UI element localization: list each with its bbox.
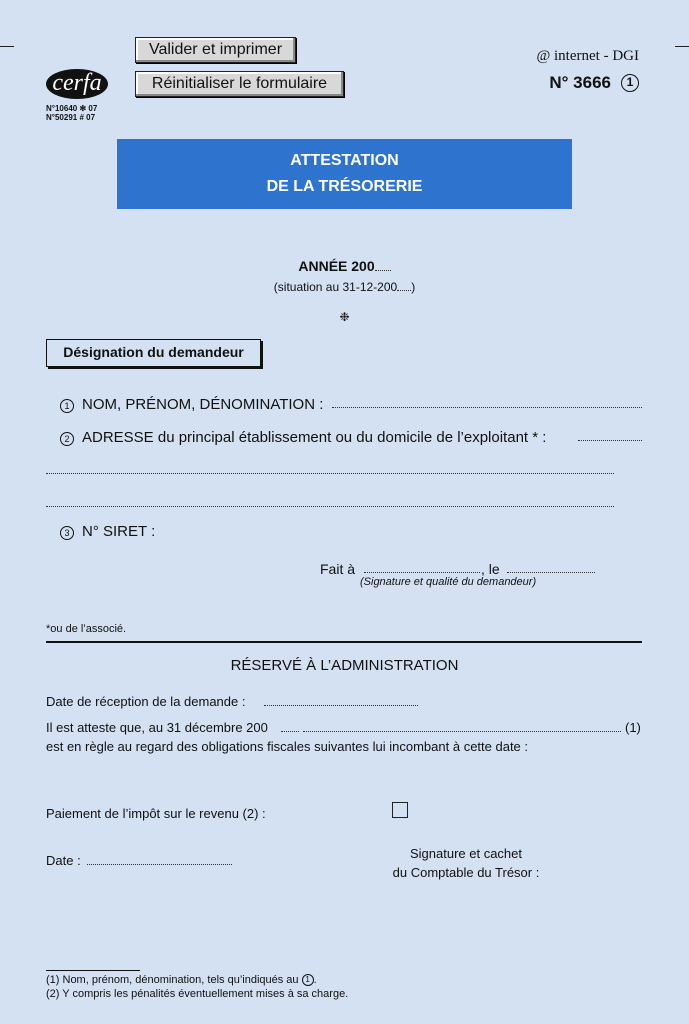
banner-line-1: ATTESTATION [290, 152, 399, 169]
year-label: ANNÉE 200 [298, 258, 375, 274]
section-divider [46, 641, 642, 643]
footnote-2: (2) Y compris les pénalités éventuellement mises à sa charge. [46, 988, 349, 1000]
field-3-label: N° SIRET : [82, 523, 156, 540]
fait-a-line [320, 561, 355, 577]
year-line [0, 258, 689, 274]
situation-line [0, 280, 689, 294]
form-number-circle: 1 [621, 74, 639, 92]
footnote-rule [46, 970, 140, 971]
attest-ref: (1) [625, 720, 641, 735]
reception-date-input[interactable] [264, 705, 418, 706]
field-address [60, 429, 546, 446]
payment-label: Paiement de l’impôt sur le revenu (2) : [46, 806, 266, 821]
signature-line-2: du Comptable du Trésor : [392, 865, 540, 880]
date-input[interactable] [507, 572, 595, 573]
banner-line-2: DE LA TRÉSORERIE [266, 178, 423, 195]
situation-suffix: ) [411, 280, 416, 294]
attest-name-input[interactable] [303, 731, 621, 732]
year-input[interactable] [375, 270, 391, 271]
fait-a-label: Fait à [320, 561, 356, 577]
attest-year-input[interactable] [281, 731, 299, 732]
field-siret [60, 523, 155, 540]
address-input-line-3[interactable] [46, 506, 614, 507]
section-title-demandeur: Désignation du demandeur [46, 339, 261, 367]
crop-mark-right [675, 46, 689, 47]
attest-line-2: est en règle au regard des obligations fiscales suivantes lui incombant à cette date : [46, 739, 529, 754]
form-codes [46, 104, 97, 122]
footnote-1-suffix: . [313, 974, 317, 986]
crop-mark-left [0, 46, 14, 47]
source-label: @ internet - DGI [536, 48, 639, 64]
field-1-label: NOM, PRÉNOM, DÉNOMINATION : [82, 396, 324, 413]
payment-checkbox[interactable] [392, 802, 408, 818]
field-2-number: 2 [60, 432, 74, 446]
le-label: , le [481, 561, 500, 577]
form-code-1: N°10640 ✻ 07 [46, 104, 98, 113]
ornament: ❉ [339, 310, 350, 324]
address-input-line-2[interactable] [46, 473, 614, 474]
field-3-number: 3 [60, 526, 74, 540]
situation-year-input[interactable] [397, 290, 411, 291]
situation-prefix: (situation au 31-12-200 [273, 280, 398, 294]
reception-label: Date de réception de la demande : [46, 694, 246, 709]
cerfa-logo: cerfa [46, 69, 108, 99]
admin-title: RÉSERVÉ À L’ADMINISTRATION [230, 657, 459, 674]
form-number-text: N° 3666 [549, 73, 611, 92]
admin-date-label: Date : [46, 853, 81, 868]
footnote-1-text: (1) Nom, prénom, dénomination, tels qu’indiqués au [46, 974, 299, 986]
address-input-line-1[interactable] [578, 440, 642, 441]
field-2-label: ADRESSE du principal établissement ou du domicile de l’exploitant * : [82, 429, 547, 446]
admin-date-input[interactable] [87, 864, 232, 865]
footnote-1-circle: 1 [302, 974, 314, 986]
footnote-1 [46, 973, 348, 987]
comptable-signature [376, 844, 556, 882]
signature-line-1: Signature et cachet [409, 846, 523, 861]
form-number [549, 73, 639, 93]
field-1-number: 1 [60, 399, 74, 413]
title-banner [117, 139, 572, 209]
footnotes [46, 973, 348, 1001]
form-code-2: N°50291 # 07 [46, 113, 96, 122]
attest-label: Il est atteste que, au 31 décembre 200 [46, 720, 268, 735]
associate-note: *ou de l’associé. [46, 623, 127, 635]
name-input[interactable] [332, 407, 642, 408]
validate-print-button[interactable]: Valider et imprimer [135, 37, 296, 63]
reset-form-button[interactable]: Réinitialiser le formulaire [135, 71, 344, 97]
place-input[interactable] [364, 572, 480, 573]
field-name [60, 396, 323, 413]
signature-note: (Signature et qualité du demandeur) [360, 576, 537, 588]
